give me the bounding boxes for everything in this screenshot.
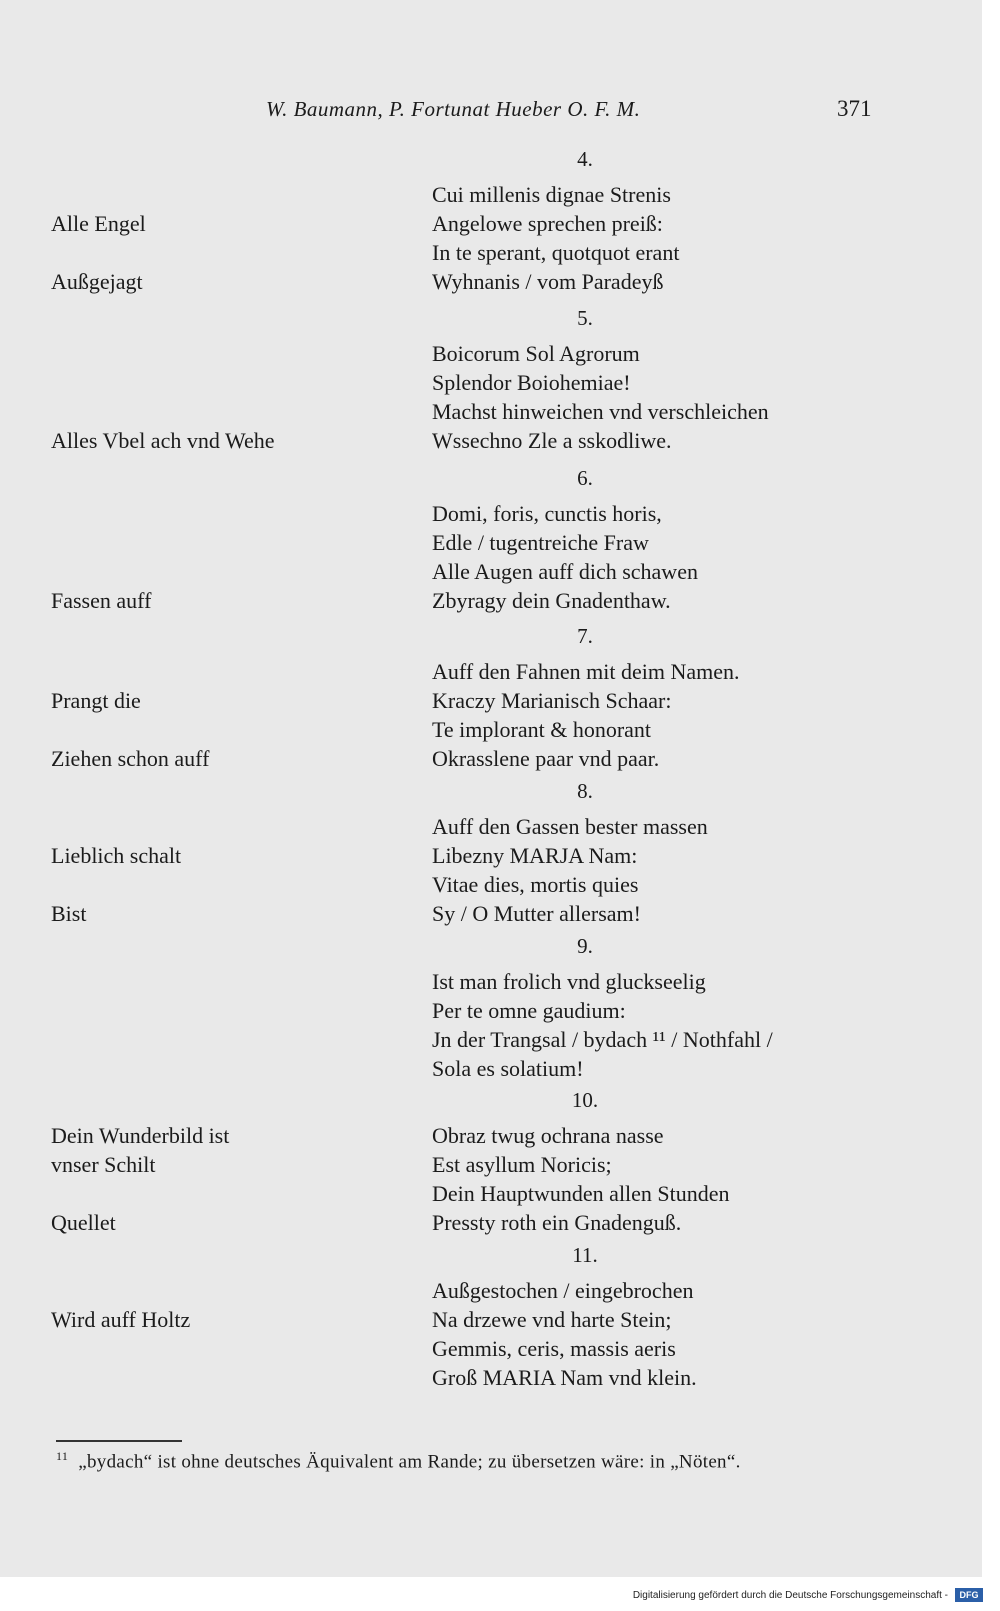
footnote-rule: [56, 1440, 182, 1442]
verse-line: Obraz twug ochrana nasse: [432, 1123, 664, 1148]
verse-line: Ist man frolich vnd gluckseelig: [432, 969, 706, 994]
verse-line: Okrasslene paar vnd paar.: [432, 746, 660, 771]
running-title: W. Baumann, P. Fortunat Hueber O. F. M.: [266, 97, 641, 121]
stanza-number: 9.: [577, 934, 593, 958]
verse-line: Außgestochen / eingebrochen: [432, 1278, 694, 1303]
verse-line: Na drzewe vnd harte Stein;: [432, 1307, 672, 1332]
verse-line: Splendor Boiohemiae!: [432, 370, 631, 395]
verse-line: Libezny MARJA Nam:: [432, 843, 638, 868]
stanza-number: 6.: [577, 466, 593, 490]
digitization-credit: Digitalisierung gefördert durch die Deutsche Forschungsgemeinschaft -: [632, 1590, 948, 1601]
stanza-number: 8.: [577, 779, 593, 803]
verse-line: Vitae dies, mortis quies: [432, 872, 639, 897]
margin-gloss: Ziehen schon auff: [51, 746, 210, 771]
verse-line: Zbyragy dein Gnadenthaw.: [432, 588, 671, 613]
verse-line: Groß MARIA Nam vnd klein.: [432, 1365, 697, 1390]
dfg-logo: DFG: [955, 1588, 983, 1602]
page-number: 371: [837, 96, 872, 121]
verse-line: Gemmis, ceris, massis aeris: [432, 1336, 676, 1361]
verse-line: Boicorum Sol Agrorum: [432, 341, 640, 366]
margin-gloss: Prangt die: [51, 688, 141, 713]
verse-line: Jn der Trangsal / bydach ¹¹ / Nothfahl /: [432, 1027, 773, 1052]
stanza-number: 5.: [577, 306, 593, 330]
margin-gloss: Alle Engel: [51, 211, 146, 236]
margin-gloss: Dein Wunderbild ist: [51, 1123, 230, 1148]
margin-gloss: vnser Schilt: [51, 1152, 156, 1177]
verse-line: Sola es solatium!: [432, 1056, 584, 1081]
margin-gloss: Alles Vbel ach vnd Wehe: [51, 428, 275, 453]
margin-gloss: Fassen auff: [51, 588, 152, 613]
margin-gloss: Quellet: [51, 1210, 116, 1235]
stanza-number: 7.: [577, 624, 593, 648]
verse-line: Sy / O Mutter allersam!: [432, 901, 641, 926]
footnote-text: „bydach“ ist ohne deutsches Äquivalent am Rande; zu übersetzen wäre: in „Nöten“.: [78, 1451, 741, 1473]
verse-line: Pressty roth ein Gnadenguß.: [432, 1210, 682, 1235]
verse-line: Alle Augen auff dich schawen: [432, 559, 698, 584]
verse-line: Auff den Fahnen mit deim Namen.: [432, 659, 740, 684]
verse-line: Cui millenis dignae Strenis: [432, 182, 671, 207]
verse-line: Est asyllum Noricis;: [432, 1152, 612, 1177]
margin-gloss: Bist: [51, 901, 87, 926]
verse-line: Wyhnanis / vom Paradeyß: [432, 269, 664, 294]
verse-line: Te implorant & honorant: [432, 717, 652, 742]
stanza-number: 10.: [571, 1088, 599, 1112]
verse-line: Kraczy Marianisch Schaar:: [432, 688, 672, 713]
margin-gloss: Lieblich schalt: [51, 843, 182, 868]
stanza-number: 11.: [572, 1243, 598, 1267]
footnote: [56, 1449, 741, 1473]
verse-line: Machst hinweichen vnd verschleichen: [432, 399, 769, 424]
verse-line: In te sperant, quotquot erant: [432, 240, 680, 265]
margin-gloss: Wird auff Holtz: [51, 1307, 191, 1332]
verse-line: Domi, foris, cunctis horis,: [432, 501, 662, 526]
verse-line: Angelowe sprechen preiß:: [432, 211, 663, 236]
verse-line: Edle / tugentreiche Fraw: [432, 530, 649, 555]
verse-line: Dein Hauptwunden allen Stunden: [432, 1181, 730, 1206]
margin-gloss: Außgejagt: [51, 269, 143, 294]
verse-line: Per te omne gaudium:: [432, 998, 626, 1023]
verse-line: Auff den Gassen bester massen: [432, 814, 708, 839]
stanza-number: 4.: [577, 147, 593, 171]
footnote-mark: 11: [56, 1449, 69, 1463]
verse-line: Wssechno Zle a sskodliwe.: [432, 428, 672, 453]
